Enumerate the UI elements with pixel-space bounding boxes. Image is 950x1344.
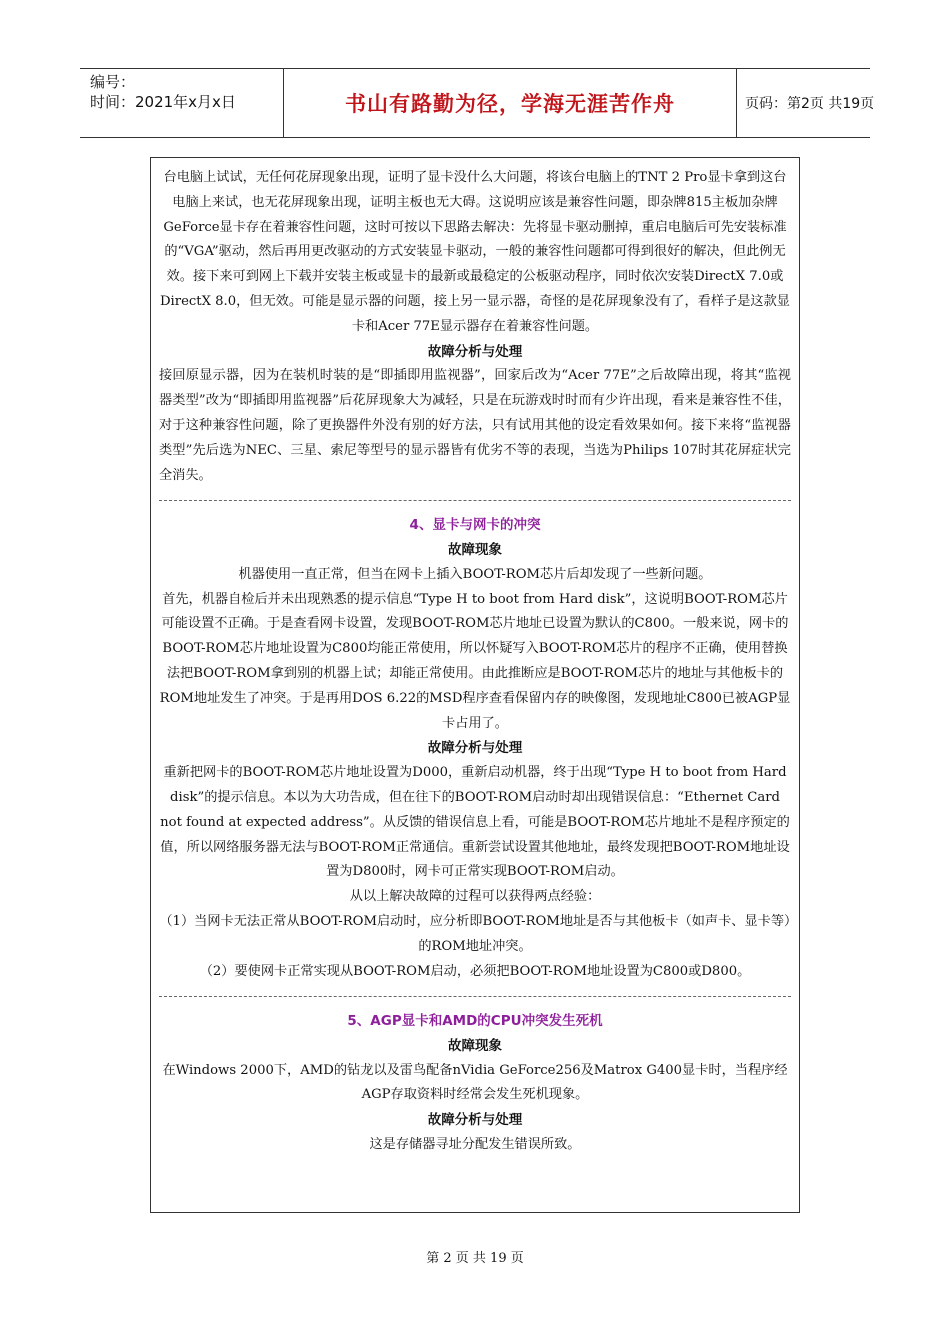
- paragraph: 首先，机器自检后并未出现熟悉的提示信息“Type H to boot from Hard disk”，这说明BOOT-ROM芯片可能设置不正确。于是查看网卡设置，发现BOOT-ROM芯片地址已设置为默认的C800。一般来说，网卡的BOOT-ROM芯片地址设置为C800均能正常使用，所以怀疑写入BOOT-ROM芯片的程序不正确，使用替换法把BOOT-ROM拿到别的机器上试；却能正常使用。由此推断应是BOOT-ROM芯片的地址与其他板卡的ROM地址发生了冲突。于是再用DOS 6.22的MSD程序查看保留内存的映像图，发现地址C800已被AGP显卡占用了。: [159, 591, 791, 731]
- section-title: 4、显卡与网卡的冲突: [409, 517, 541, 534]
- paragraph: 重新把网卡的BOOT-ROM芯片地址设置为D000，重新启动机器，终于出现“Type H to boot from Hard disk”的提示信息。本以为大功告成，但在往下的BOOT-ROM启动时却出现错误信息：“Ethernet Card not found at expected address”。从反馈的错误信息上看，可能是BOOT-ROM芯片地址不是程序预定的值，所以网络服务器无法与BOOT-ROM正常通信。重新尝试设置其他地址，最终发现把BOOT-ROM地址设置为D800时，网卡可正常实现BOOT-ROM启动。: [160, 765, 790, 880]
- paragraph: 这是存储器寻址分配发生错误所致。: [369, 1137, 581, 1153]
- number-label: 编号：: [90, 73, 136, 91]
- section-heading: 故障分析与处理: [427, 343, 523, 360]
- page-footer: 第 2 页 共 19 页: [426, 1251, 524, 1266]
- paragraph: 从以上解决故障的过程可以获得两点经验：: [349, 889, 601, 905]
- section-heading: 故障分析与处理: [427, 740, 523, 757]
- section-heading: 故障现象: [448, 541, 502, 558]
- paragraph: 机器使用一直正常，但当在网卡上插入BOOT-ROM芯片后却发现了一些新问题。: [238, 566, 712, 582]
- dashed-divider: [159, 984, 791, 1009]
- time-label: 时间：2021年x月x日: [90, 93, 236, 111]
- paragraph: 在Windows 2000下，AMD的钻龙以及雷鸟配备nVidia GeForce256及Matrox G400显卡时，当程序经AGP存取资料时经常会发生死机现象。: [162, 1062, 788, 1103]
- motto: 书山有路勤为径，学海无涯苦作舟: [345, 92, 675, 116]
- dashed-divider: [159, 488, 791, 513]
- content: [159, 166, 791, 1158]
- section-heading: 故障分析与处理: [427, 1112, 523, 1129]
- paragraph: 台电脑上试试，无任何花屏现象出现，证明了显卡没什么大问题，将该台电脑上的TNT 2 Pro显卡拿到这台电脑上来试，也无花屏现象出现，证明主板也无大碍。这说明应该是兼容性问题，即杂牌815主板加杂牌GeForce显卡存在着兼容性问题，这时可按以下思路去解决：先将显卡驱动删掉，重启电脑后可先安装标准的“VGA”驱动，然后再用更改驱动的方式安装显卡驱动，一般的兼容性问题都可得到很好的解决，但此例无效。接下来可到网上下载并安装主板或显卡的最新或最稳定的公板驱动程序，同时依次安装DirectX 7.0或DirectX 8.0，但无效。可能是显示器的问题，接上另一显示器，奇怪的是花屏现象没有了，看样子是这款显卡和Acer 77E显示器存在着兼容性问题。: [159, 170, 790, 334]
- section-heading: 故障现象: [448, 1037, 502, 1054]
- paragraph: 接回原显示器，因为在装机时装的是“即插即用监视器”，回家后改为“Acer 77E”之后故障出现，将其“监视器类型”改为“即插即用监视器”后花屏现象大为减轻，只是在玩游戏时时而有少许出现，看来是兼容性不佳，对于这种兼容性问题，除了更换器件外没有别的好方法，只有试用其他的设定看效果如何。接下来将“监视器类型”先后选为NEC、三星、索尼等型号的显示器皆有优劣不等的表现，当选为Philips 107时其花屏症状完全消失。: [159, 368, 791, 483]
- paragraph: （2）要使网卡正常实现从BOOT-ROM启动，必须把BOOT-ROM地址设置为C800或D800。: [199, 963, 751, 979]
- page-label: 页码：第2页 共19页: [745, 96, 875, 112]
- header-page: [735, 69, 880, 137]
- content-box: [150, 157, 800, 1213]
- paragraph: （1）当网卡无法正常从BOOT-ROM启动时，应分析即BOOT-ROM地址是否与其他板卡（如声卡、显卡等）的ROM地址冲突。: [159, 913, 791, 954]
- header-motto-cell: [283, 69, 737, 137]
- page-header: [80, 68, 875, 138]
- section-title: 5、AGP显卡和AMD的CPU冲突发生死机: [347, 1013, 603, 1030]
- header-meta: [80, 69, 283, 137]
